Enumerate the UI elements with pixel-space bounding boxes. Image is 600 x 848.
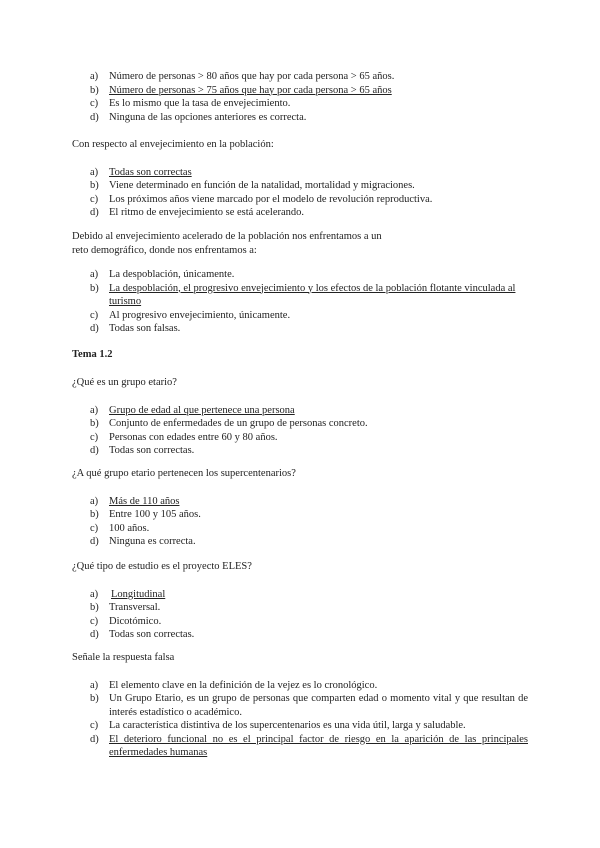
option-d: d) El ritmo de envejecimiento se está acelerando. <box>72 206 528 220</box>
question-options-block <box>72 268 528 336</box>
option-text: El ritmo de envejecimiento se está acelerando. <box>109 207 305 218</box>
option-a: a) Número de personas > 80 años que hay por cada persona > 65 años. <box>72 70 528 84</box>
option-c: c) 100 años. <box>72 522 528 536</box>
option-text-correct: Más de 110 años <box>109 495 180 507</box>
section-heading: Tema 1.2 <box>72 349 113 360</box>
option-list <box>72 404 528 458</box>
option-b: b) Conjunto de enfermedades de un grupo de personas concreto. <box>72 417 528 431</box>
option-b: b) La despoblación, el progresivo envejecimiento y los efectos de la población flotante vinculada al turismo <box>72 282 528 309</box>
option-text: La característica distintiva de los supercentenarios es una vida útil, larga y saludable. <box>109 720 466 731</box>
question-text: ¿Qué tipo de estudio es el proyecto ELES? <box>72 561 252 572</box>
option-text: Todas son falsas. <box>109 323 181 334</box>
option-text: El elemento clave en la definición de la vejez es lo cronológico. <box>109 679 378 691</box>
option-b: b) Transversal. <box>72 601 528 615</box>
question-block <box>72 230 392 271</box>
option-a: a) Longitudinal <box>72 588 528 602</box>
question-block <box>72 467 528 549</box>
option-d: d) Todas son falsas. <box>72 322 528 336</box>
option-text: Al progresivo envejecimiento, únicamente. <box>109 309 291 321</box>
option-text: Entre 100 y 105 años. <box>109 509 201 520</box>
option-b: b) Viene determinado en función de la natalidad, mortalidad y migraciones. <box>72 179 528 193</box>
question-block <box>72 376 528 458</box>
option-text-correct: Todas son correctas <box>109 166 192 178</box>
option-text-correct: Longitudinal <box>111 588 166 600</box>
option-c: c) La característica distintiva de los supercentenarios es una vida útil, larga y saludable. <box>72 719 528 733</box>
option-text-correct: Número de personas > 75 años que hay por cada persona > 65 años <box>109 84 392 96</box>
question-text: ¿Qué es un grupo etario? <box>72 377 177 388</box>
option-c: c) Es lo mismo que la tasa de envejecimiento. <box>72 97 528 111</box>
option-text: Un Grupo Etario, es un grupo de personas que comparten edad o momento vital y que resultan de interés estadístico o académico. <box>109 693 528 718</box>
option-b: b) Entre 100 y 105 años. <box>72 508 528 522</box>
option-d: d) Todas son correctas. <box>72 628 528 642</box>
option-text-correct: La despoblación, el progresivo envejecimiento y los efectos de la población flotante vinculada al turismo <box>109 282 516 307</box>
question-block <box>72 138 528 220</box>
section-heading-block <box>72 348 528 362</box>
option-list <box>72 679 528 760</box>
option-list <box>72 588 528 642</box>
option-text: Ninguna es correcta. <box>109 536 196 547</box>
option-list <box>72 166 528 220</box>
question-block <box>72 560 528 642</box>
option-d: d) Ninguna de las opciones anteriores es correcta. <box>72 111 528 125</box>
option-text: Es lo mismo que la tasa de envejecimiento. <box>109 98 291 109</box>
option-b: b) Número de personas > 75 años que hay por cada persona > 65 años <box>72 84 528 98</box>
option-text: Los próximos años viene marcado por el modelo de revolución reproductiva. <box>109 193 433 205</box>
question-block <box>72 651 528 760</box>
option-text: Dicotómico. <box>109 615 162 627</box>
option-a: a) Grupo de edad al que pertenece una persona <box>72 404 528 418</box>
question-text: Señale la respuesta falsa <box>72 652 175 663</box>
option-text: Transversal. <box>109 602 161 613</box>
option-a: a) Más de 110 años <box>72 495 528 509</box>
option-text: Todas son correctas. <box>109 445 195 456</box>
option-text: Personas con edades entre 60 y 80 años. <box>109 431 278 443</box>
option-text: Número de personas > 80 años que hay por cada persona > 65 años. <box>109 71 395 82</box>
option-text: Conjunto de enfermedades de un grupo de personas concreto. <box>109 418 368 429</box>
option-b: b) Un Grupo Etario, es un grupo de personas que comparten edad o momento vital y que resultan de interés estadístico o académico. <box>90 693 528 718</box>
option-a: a) La despoblación, únicamente. <box>72 268 528 282</box>
question-text: Con respecto al envejecimiento en la población: <box>72 139 274 150</box>
question-text: ¿A qué grupo etario pertenecen los supercentenarios? <box>72 468 296 479</box>
question-block <box>72 70 528 124</box>
option-c: c) Al progresivo envejecimiento, únicamente. <box>72 309 528 323</box>
option-text-correct: El deterioro funcional no es el principal factor de riesgo en la aparición de las principales enfermedades humanas <box>109 733 528 758</box>
option-a: a) El elemento clave en la definición de la vejez es lo cronológico. <box>72 679 528 693</box>
option-text: Viene determinado en función de la natalidad, mortalidad y migraciones. <box>109 180 415 191</box>
option-text: 100 años. <box>109 522 150 534</box>
option-list <box>72 268 528 336</box>
option-text: Ninguna de las opciones anteriores es correcta. <box>109 111 307 123</box>
option-list <box>72 70 528 124</box>
option-text: La despoblación, únicamente. <box>109 269 235 280</box>
option-c: c) Personas con edades entre 60 y 80 años. <box>72 431 528 445</box>
option-d: d) Todas son correctas. <box>72 444 528 458</box>
option-text: Todas son correctas. <box>109 629 195 640</box>
option-c: c) Dicotómico. <box>72 615 528 629</box>
option-d: d) El deterioro funcional no es el principal factor de riesgo en la aparición de las principales enfermedades humanas <box>90 733 528 758</box>
option-a: a) Todas son correctas <box>72 166 528 180</box>
option-d: d) Ninguna es correcta. <box>72 535 528 549</box>
question-text: Debido al envejecimiento acelerado de la población nos enfrentamos a un reto demográfico, donde nos enfrentamos a: <box>72 231 382 256</box>
option-text-correct: Grupo de edad al que pertenece una persona <box>109 404 295 416</box>
option-list <box>72 495 528 549</box>
option-c: c) Los próximos años viene marcado por el modelo de revolución reproductiva. <box>72 193 528 207</box>
